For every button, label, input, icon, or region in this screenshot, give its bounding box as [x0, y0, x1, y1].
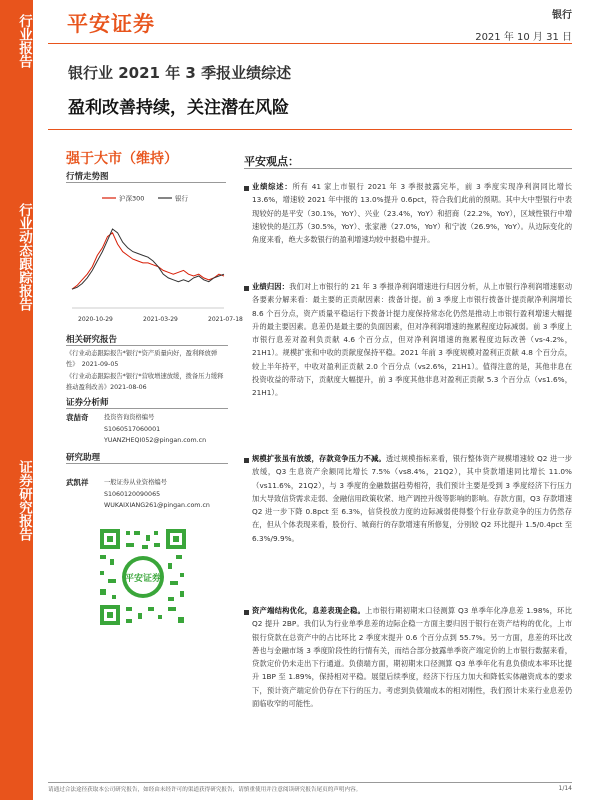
research-item[interactable]: 《行业动态跟踪报告*银行*营收增速放缓，拨备压力缓释推动盈利改善》2021-08-06 [66, 373, 224, 391]
assistant-id: S1060120090065 [104, 490, 161, 498]
research-divider [66, 345, 228, 346]
footer-divider [48, 782, 572, 783]
trend-chart [66, 186, 243, 326]
analyst-id: S1060517060001 [104, 425, 161, 433]
sector-label: 银行 [552, 10, 572, 21]
view-paragraph: 规模扩张虽有放缓，存款竞争压力不减。透过规模指标来看，银行整体资产规模增速较 Q2 进一步放缓，Q3 生息资产余额同比增长 7.5%（vs8.4%，21Q2），其中贷款增速同比增长 11.0%（vs11.6%，21Q2），与 3 季度的金融数据趋势相符，我们预计主要是受到 3 季度经济下行压力加大导致信贷需求走弱、金融信用政策收紧、地产调控升级等影响的影响。存款方面，Q3 存款增速 Q2 进一步下降 0.8pct 至 6.3%，信贷投放力度的边际减弱使得整个行业存款竞争的压力仍然存在，但从个体表现来看，股份行、城商行的存款增速有所修复，分别较 Q2 环比提升 1.5/0.4pct 至 6.3%/9.9%。 [252, 454, 572, 543]
assistant-divider [66, 463, 228, 464]
research-item[interactable]: 《行业动态跟踪报告*银行*资产质量向好，盈利释放弹性》 2021-09-05 [66, 350, 218, 368]
analyst-divider [66, 408, 228, 409]
view-divider [244, 168, 572, 169]
x-tick-label: 2021-07-18 [208, 316, 243, 323]
analyst-info [104, 412, 228, 447]
bullet-icon [244, 610, 249, 615]
trend-divider [66, 182, 226, 183]
strip-label-dynamic-report: 行业动态跟踪报告 [16, 203, 32, 311]
assistant-info [104, 477, 228, 512]
page-number: 1/14 [558, 785, 572, 792]
series-line [72, 233, 224, 289]
side-strip [0, 0, 33, 800]
qr-label: 平安证券 [124, 574, 162, 584]
trend-label: 行情走势图 [66, 172, 109, 182]
bullet-icon [244, 458, 249, 463]
assistant-role: 一般证券从业资格编号 [104, 479, 167, 486]
header-divider [48, 43, 572, 44]
research-heading: 相关研究报告 [66, 335, 118, 345]
strip-label-securities-report: 证券研究报告 [16, 459, 32, 541]
qr-code[interactable] [96, 525, 190, 629]
page-subtitle: 盈利改善持续，关注潜在风险 [68, 98, 289, 118]
rating-badge: 强于大市（维持） [66, 151, 178, 167]
x-tick-label: 2021-03-29 [143, 316, 178, 323]
assistant-email[interactable]: WUKAIXIANG261@pingan.com.cn [104, 502, 210, 510]
bullet-icon [244, 286, 249, 291]
assistant-name: 武凯祥 [66, 478, 89, 487]
view-paragraph: 业绩综述：所有 41 家上市银行 2021 年 3 季报披露完毕，前 3 季度实现净利润同比增长 13.6%，增速较 2021 年中报的 13.0%提升 0.6pct，符合我们此前的预期。其中大中型银行中表现较好的是平安（30.1%，YoY）、兴业（23.4%，YoY）和招商（22.2%，YoY），区域性银行中增速较快的是江苏（30.5%，YoY）、张家港（27.0%，YoY）和宁波（26.9%，YoY）。从边际变化的角度来看，绝大多数银行的盈利增速均较中报稳中提升。 [252, 182, 572, 245]
strip-label-industry-report: 行业报告 [16, 14, 32, 68]
analyst-role: 投资咨询资格编号 [104, 414, 155, 421]
view-paragraph: 资产端结构优化，息差表现企稳。上市银行期初期末口径测算 Q3 单季年化净息差 1.98%，环比 Q2 提升 2BP。我们认为行业单季息差的边际企稳一方面主要归因于银行在资产结构的优化，上市银行贷款在总资产中的占比环比 2 季度末提升 0.6 个百分点到 55.7%。另一方面，息差的环比改善也与金融市场 3 季度阶段性的行情有关，而结合部分披露单季资产端定价的上市银行数据来看，贷款定价仍未走出下行通道。负债端方面，期初期末口径测算 Q3 单季年化有息负债成本率环比提升 1BP 至 1.89%，保持相对平稳。展望后续季度，经济下行压力加大和降低实体融资成本的要求下，预计资产端定价仍存在下行的压力。考虑到负债端成本的相对刚性，我们预计未来行业息差仍面临收窄的可能性。 [252, 606, 572, 709]
footer-disclaimer: 请通过合法途径获取本公司研究报告，如经由未经许可的渠道获得研究报告，请慎重使用并注意阅读研究报告尾页的声明内容。 [48, 787, 362, 793]
assistant-heading: 研究助理 [66, 453, 101, 463]
x-tick-label: 2020-10-29 [78, 316, 113, 323]
bullet-icon [244, 186, 249, 191]
title-divider [48, 129, 572, 130]
view-title: 平安观点： [244, 155, 299, 168]
analyst-heading: 证券分析师 [66, 398, 109, 408]
logo: 平安证券 [67, 11, 155, 36]
legend-entry: 沪深300 [119, 194, 145, 203]
analyst-name: 袁喆奇 [66, 413, 89, 422]
legend-entry: 银行 [175, 194, 188, 203]
report-date: 2021 年 10 月 31 日 [475, 32, 572, 43]
series-line [72, 229, 224, 289]
view-paragraph: 业绩归因：我们对上市银行的 21 年 3 季报净利润增速进行归因分析，从上市银行净利润增速驱动各要素分解来看：最主要的正贡献因素：拨备计提。前 3 季度上市银行拨备计提贡献净利润增长 8.6 个百分点，资产质量平稳运行下拨备计提力度保持常态化仍然是推动上市银行盈利增速大幅提升的最主要因素。息差仍是最主要的负面因素，但对净利润增速的拖累程度边际减弱。前 3 季度上市银行息差对盈利负贡献 4.6 个百分点，但对净利润增速的拖累程度边际改善（vs-4.2%，21H1）。规模扩张和中收的贡献度保持平稳。2021 年前 3 季度规模对盈利正贡献 4.8 个百分点，较上半年持平，中收对盈利正贡献 2.0 个百分点（vs2.6%，21H1）。值得注意的是，其他非息在投资收益的带动下，贡献度大幅提升，前 3 季度其他非息对盈利正贡献 5.3 个百分点（vs1.6%，21H1）。 [252, 282, 573, 398]
page-title: 银行业 2021 年 3 季报业绩综述 [68, 64, 292, 82]
analyst-email[interactable]: YUANZHEQI052@pingan.com.cn [104, 437, 207, 445]
